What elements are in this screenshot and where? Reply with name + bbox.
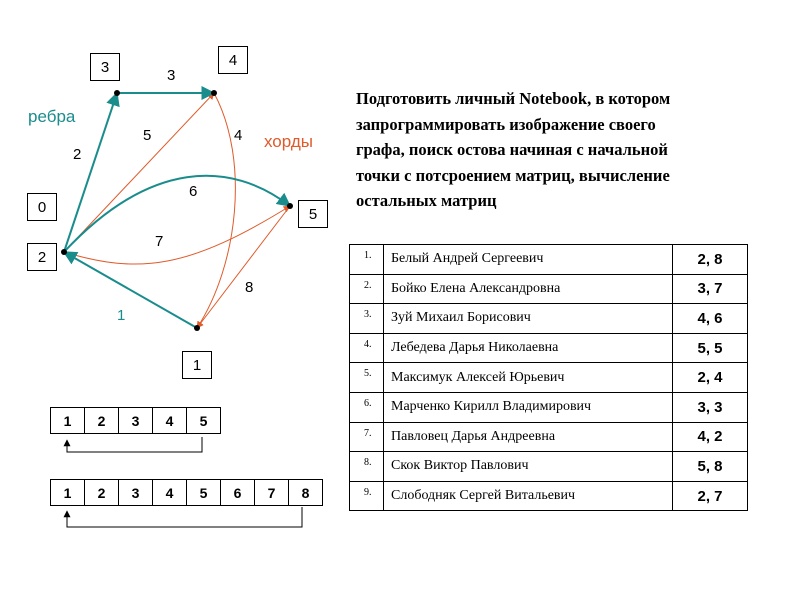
student-number: 3. (350, 304, 384, 334)
student-row (350, 304, 748, 334)
node-box-5: 5 (298, 200, 328, 228)
student-row (350, 363, 748, 393)
student-row (350, 481, 748, 511)
student-name: Бойко Елена Александровна (384, 274, 673, 304)
student-name: Лебедева Дарья Николаевна (384, 333, 673, 363)
student-name: Зуй Михаил Борисович (384, 304, 673, 334)
student-row (350, 245, 748, 275)
array-cell: 2 (85, 480, 119, 505)
weight-2-3: 2 (73, 146, 82, 163)
vertex-5 (287, 203, 293, 209)
weight-4-1: 4 (234, 127, 243, 144)
task-line: графа, поиск остова начиная с начальной (356, 140, 668, 159)
edge-1-2 (64, 252, 197, 328)
node-box-4: 4 (218, 46, 248, 74)
chord-2-4 (64, 93, 214, 252)
student-number: 2. (350, 274, 384, 304)
node-box-0: 0 (27, 193, 57, 221)
weight-2-4: 5 (143, 127, 152, 144)
student-value: 3, 3 (673, 392, 748, 422)
student-number: 6. (350, 392, 384, 422)
student-value: 4, 2 (673, 422, 748, 452)
student-name: Марченко Кирилл Владимирович (384, 392, 673, 422)
student-row (350, 422, 748, 452)
array-cell: 4 (153, 480, 187, 505)
array-small (50, 407, 221, 434)
student-name: Павловец Дарья Андреевна (384, 422, 673, 452)
vertex-4 (211, 90, 217, 96)
student-name: Скок Виктор Павлович (384, 452, 673, 482)
student-value: 4, 6 (673, 304, 748, 334)
array-cell: 1 (51, 480, 85, 505)
chord-2-5 (64, 206, 290, 264)
array-cell: 7 (255, 480, 289, 505)
student-value: 5, 8 (673, 452, 748, 482)
task-line: запрограммировать изображение своего (356, 114, 656, 134)
weight-2-5-edge: 6 (189, 183, 198, 200)
node-box-3: 3 (90, 53, 120, 81)
weight-1-2: 1 (117, 307, 126, 324)
student-value: 2, 4 (673, 363, 748, 393)
vertex-2 (61, 249, 67, 255)
student-value: 2, 8 (673, 245, 748, 275)
student-name: Белый Андрей Сергеевич (384, 245, 673, 275)
student-row (350, 452, 748, 482)
array-small-link (67, 437, 202, 452)
array-large (50, 479, 323, 506)
node-box-1: 1 (182, 351, 212, 379)
node-box-2: 2 (27, 243, 57, 271)
vertex-3 (114, 90, 120, 96)
student-number: 9. (350, 481, 384, 511)
student-value: 3, 7 (673, 274, 748, 304)
chords-legend-label: хорды (264, 132, 313, 151)
task-line: Подготовить личный Notebook, в котором (356, 89, 671, 108)
student-value: 2, 7 (673, 481, 748, 511)
task-line: точки с потсроением матриц, вычисление (356, 165, 670, 185)
student-name: Слободняк Сергей Витальевич (384, 481, 673, 511)
student-row (350, 392, 748, 422)
task-line: остальных матриц (356, 191, 497, 210)
array-cell: 3 (119, 408, 153, 433)
array-cell: 5 (187, 480, 221, 505)
student-number: 5. (350, 363, 384, 393)
student-row (350, 274, 748, 304)
students-table (349, 244, 748, 511)
array-cell: 1 (51, 408, 85, 433)
student-row (350, 333, 748, 363)
chord-5-1 (197, 206, 290, 328)
student-number: 7. (350, 422, 384, 452)
edge-2-5 (64, 176, 290, 252)
weight-5-1: 8 (245, 279, 254, 296)
array-cell: 3 (119, 480, 153, 505)
student-value: 5, 5 (673, 333, 748, 363)
array-large-link (67, 507, 302, 527)
weight-2-5-chord: 7 (155, 233, 164, 250)
weight-3-4: 3 (167, 67, 176, 84)
vertex-1 (194, 325, 200, 331)
student-number: 8. (350, 452, 384, 482)
student-number: 1. (350, 245, 384, 275)
array-cell: 2 (85, 408, 119, 433)
task-text (356, 86, 744, 214)
student-number: 4. (350, 333, 384, 363)
array-cell: 5 (199, 412, 208, 429)
edges-legend-label: ребра (28, 107, 76, 126)
array-cell: 8 (301, 484, 310, 501)
array-cell: 4 (153, 408, 187, 433)
array-cell: 6 (221, 480, 255, 505)
student-name: Максимук Алексей Юрьевич (384, 363, 673, 393)
chord-4-1 (197, 93, 235, 328)
